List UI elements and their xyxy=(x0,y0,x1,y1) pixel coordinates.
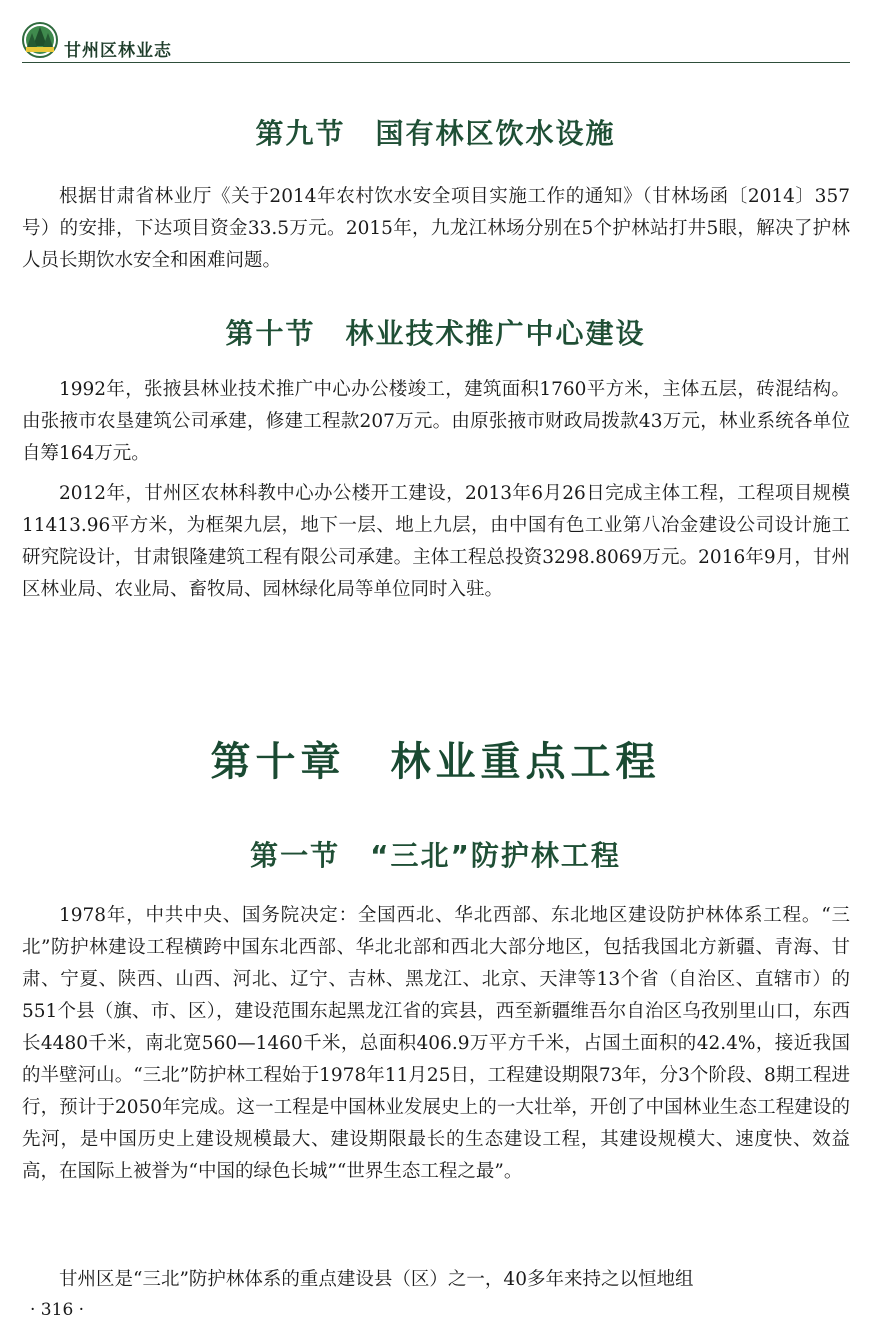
page-header xyxy=(22,22,850,63)
chapter-10-title: 第十章 林业重点工程 xyxy=(210,739,661,785)
book-title: 甘州区林业志 xyxy=(64,41,172,61)
section-10-title: 第十节 林业技术推广中心建设 xyxy=(225,317,646,350)
section-10-paragraph-2: 2012年，甘州区农林科教中心办公楼开工建设，2013年6月26日完成主体工程，工程项目规模11413.96平方米，为框架九层，地下一层、地上九层，由中国有色工业第八冶金建设公司设计施工研究院设计，甘肃银隆建筑工程有限公司承建。主体工程总投资3298.8069万元。2016年9月，甘州区林业局、农业局、畜牧局、园林绿化局等单位同时入驻。 xyxy=(22,483,850,600)
section-1-paragraph-1: 1978年，中共中央、国务院决定：全国西北、华北西部、东北地区建设防护林体系工程。“三北”防护林建设工程横跨中国东北西部、华北北部和西北大部分地区，包括我国北方新疆、青海、甘肃、宁夏、陕西、山西、河北、辽宁、吉林、黑龙江、北京、天津等13个省（自治区、直辖市）的551个县（旗、市、区），建设范围东起黑龙江省的宾县，西至新疆维吾尔自治区乌孜别里山口，东西长4480千米，南北宽560—1460千米，总面积406.9万平方千米，占国土面积的42.4%，接近我国的半壁河山。“三北”防护林工程始于1978年11月25日，工程建设期限73年，分3个阶段、8期工程进行，预计于2050年完成。这一工程是中国林业发展史上的一大壮举，开创了中国林业生态工程建设的先河，是中国历史上建设规模最大、建设期限最长的生态建设工程，其建设规模大、速度快、效益高，在国际上被誉为“中国的绿色长城”“世界生态工程之最”。 xyxy=(22,905,850,1182)
section-9-paragraph-1: 根据甘肃省林业厅《关于2014年农村饮水安全项目实施工作的通知》（甘林场函〔2014〕357号）的安排，下达项目资金33.5万元。2015年，九龙江林场分别在5个护林站打井5眼，解决了护林人员长期饮水安全和困难问题。 xyxy=(22,186,850,271)
section-10-paragraph-1: 1992年，张掖县林业技术推广中心办公楼竣工，建筑面积1760平方米，主体五层，砖混结构。由张掖市农垦建筑公司承建，修建工程款207万元。由原张掖市财政局拨款43万元，林业系统各单位自筹164万元。 xyxy=(22,379,850,464)
page-number: · 316 · xyxy=(30,1300,85,1320)
section-1-paragraph-2: 甘州区是“三北”防护林体系的重点建设县（区）之一，40多年来持之以恒地组 xyxy=(59,1269,694,1290)
section-1-title: 第一节 “三北”防护林工程 xyxy=(250,839,621,872)
forest-logo-icon xyxy=(22,22,58,58)
section-9-title: 第九节 国有林区饮水设施 xyxy=(255,117,616,150)
